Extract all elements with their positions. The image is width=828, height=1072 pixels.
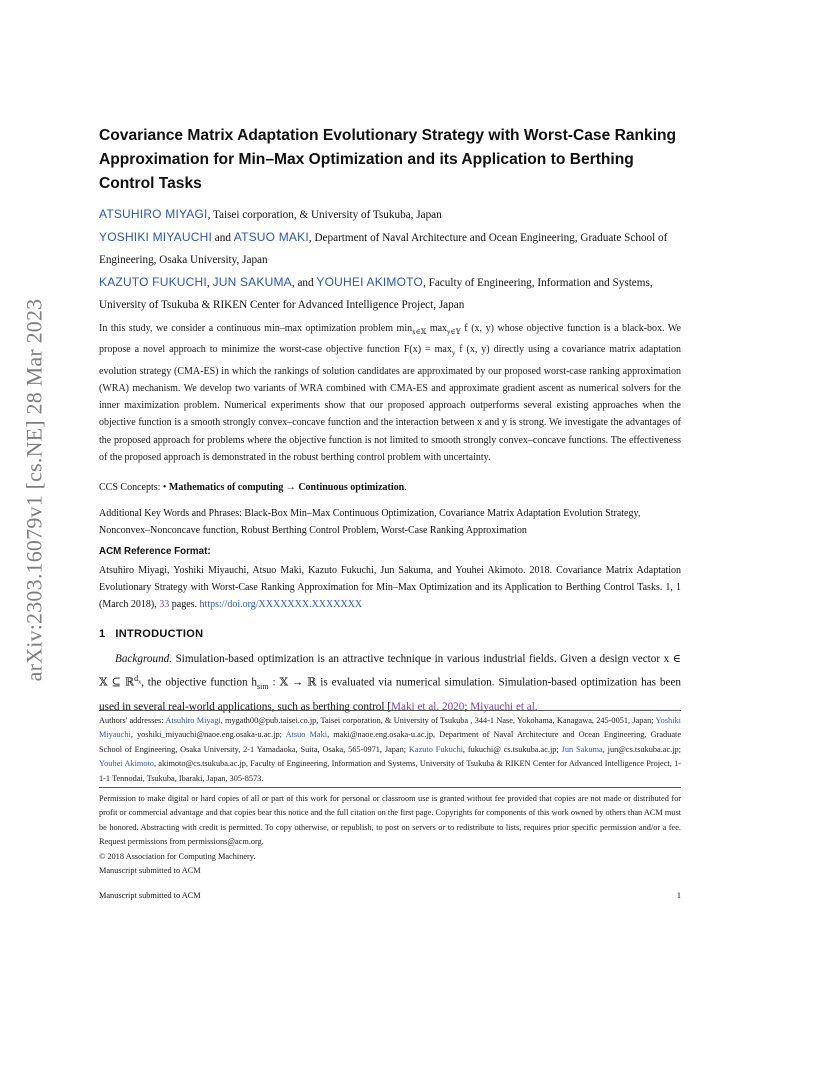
footnote-text: , akimoto@cs.tsukuba.ac.jp, Faculty of Engineering, Information and Systems, University of Tsukuba & RIKEN Center for Advanced Intelligence Project, 1-1-1 Tennodai, Tsukuba, Ibaraki, Japan, 305-8573. bbox=[99, 759, 681, 783]
author-affiliation: , Faculty of Engineering, Information and Systems, University of Tsukuba & RIKEN Center for Advanced Intelligence Project, Japan bbox=[99, 277, 653, 311]
math-subscript: y bbox=[451, 349, 456, 358]
author-affiliation: , Taisei corporation, & University of Tsukuba, Japan bbox=[207, 209, 442, 221]
author-line-2 bbox=[99, 226, 681, 271]
author-link[interactable]: YOUHEI AKIMOTO bbox=[316, 275, 424, 289]
author-link[interactable]: Jun Sakuma bbox=[561, 744, 603, 754]
abstract-text: f (x, y) directly using a covariance matrix adaptation evolution strategy (CMA-ES) in which the rankings of solution candidates are approximated by our proposed worst-case ranking approximation (WRA) mechanism. We develop two variants of WRA combined with CMA-ES and approximate gradient ascent as numerical solvers for the inner maximization problem. Numerical experiments show that our proposed approach outperforms several existing approaches when the objective function is a smooth strongly convex–concave function and the interaction between x and y is strong. We investigate the advantages of the proposed approach for problems where the objective function is not limited to smooth strongly convex–concave functions. The effectiveness of the proposed approach is demonstrated in the robust berthing control problem with uncertainty. bbox=[99, 344, 681, 464]
author-link[interactable]: Kazuto Fukuchi bbox=[408, 744, 463, 754]
arxiv-stamp bbox=[14, 290, 54, 690]
abstract-text: max bbox=[426, 323, 448, 334]
author-block bbox=[99, 203, 681, 316]
keywords: Additional Key Words and Phrases: Black-Box Min–Max Continuous Optimization, Covariance Matrix Adaptation Evolution Strategy, Nonconvex–Nonconcave function, Robust Berthing Control Problem, Worst-Case Ranking Approximation bbox=[99, 508, 641, 536]
footnote-text: , maki@naoe.eng.osaka-u.ac.jp, Department of Naval Architecture and Ocean Engineering, Graduate School of Engineering, Osaka University, 2-1 Yamadaoka, Suita, Osaka, 565-0971, Japan; bbox=[99, 730, 682, 754]
page-footer-left: Manuscript submitted to ACM bbox=[99, 891, 201, 900]
author-separator: , bbox=[206, 277, 213, 289]
manuscript-line: Manuscript submitted to ACM bbox=[99, 866, 201, 876]
author-link[interactable]: YOSHIKI MIYAUCHI bbox=[99, 230, 212, 244]
footnote-text: , jun@cs.tsukuba.ac.jp; bbox=[602, 744, 681, 754]
author-affiliation: , Department of Naval Architecture and Ocean Engineering, Graduate School of Engineering, Osaka University, Japan bbox=[99, 232, 668, 266]
citation-link[interactable]: Miyauchi et al. bbox=[470, 700, 538, 713]
acm-reference bbox=[99, 562, 681, 613]
body-text: Simulation-based optimization is an attractive technique in various industrial fields. Given a design vector x ∈ 𝕏 ⊆ ℝ bbox=[99, 653, 681, 689]
footnote-divider bbox=[99, 710, 681, 711]
acm-reference-text: Atsuhiro Miyagi, Yoshiki Miyauchi, Atsuo Maki, Kazuto Fukuchi, Jun Sakuma, and Youhei Akimoto. 2018. Covariance Matrix Adaptation Evolutionary Strategy with Worst-Case Ranking Approximation for Min–Max Optimization and its Application to Berthing Control Tasks. 1, 1 (March 2018), bbox=[99, 565, 681, 610]
paper-title: Covariance Matrix Adaptation Evolutionary Strategy with Worst-Case Ranking Approximation for Min–Max Optimization and its Application to Berthing Control Tasks bbox=[99, 127, 677, 192]
author-link[interactable]: KAZUTO FUKUCHI bbox=[99, 275, 207, 289]
author-conjunction: and bbox=[212, 232, 234, 244]
abstract-text: f (x, y) whose objective function is a black-box. We propose a novel approach to minimize the worst-case objective function F(x) = max bbox=[99, 323, 681, 356]
section-title: INTRODUCTION bbox=[115, 628, 204, 640]
math-subscript: y∈𝕐 bbox=[447, 328, 461, 336]
footnote-text: , yoshiki_miyauchi@naoe.eng.osaka-u.ac.jp; bbox=[130, 730, 286, 740]
paragraph-lead: Background. bbox=[115, 653, 173, 665]
copyright-line: © 2018 Association for Computing Machinery. bbox=[99, 851, 256, 861]
footnote-text: , fukuchi@ cs.tsukuba.ac.jp; bbox=[462, 744, 562, 754]
footnote-text: Authors' addresses: bbox=[99, 716, 166, 725]
indent bbox=[99, 653, 115, 665]
author-link[interactable]: Atsuo Maki bbox=[285, 730, 328, 740]
doi-link[interactable]: https://doi.org/XXXXXXX.XXXXXXX bbox=[199, 599, 363, 610]
permission-text: Permission to make digital or hard copies of all or part of this work for personal or classroom use is granted without fee provided that copies are not made or distributed for profit or commercial advantage and that copies bear this notice and the full citation on the first page. Copyrights for components of this work owned by others than ACM must be honored. Abstracting with credit is permitted. To copy otherwise, or republish, to post on servers or to redistribute to lists, requires prior specific permission and/or a fee. Request permissions from permissions@acm.org. bbox=[99, 794, 681, 847]
intro-paragraph bbox=[99, 649, 681, 717]
ccs-label: CCS Concepts: • bbox=[99, 482, 169, 493]
permission-divider bbox=[99, 787, 681, 788]
footnote-text: , mygath00@pub.taisei.co.jp, Taisei corporation, & University of Tsukuba , 344-1 Nase, Yokohama, Kanagawa, 245-0051, Japan; bbox=[220, 716, 656, 725]
acm-reference-text: pages. bbox=[169, 599, 200, 610]
body-text: , the objective function h bbox=[141, 676, 258, 689]
ccs-concepts bbox=[99, 480, 681, 495]
author-link[interactable]: ATSUHIRO MIYAGI bbox=[99, 207, 208, 221]
authors-addresses-footnote bbox=[99, 714, 681, 786]
author-line-1 bbox=[99, 203, 681, 226]
math-subscript: x∈𝕏 bbox=[412, 328, 427, 336]
author-link[interactable]: Youhei Akimoto bbox=[99, 759, 154, 769]
abstract-text: In this study, we consider a continuous min–max optimization problem min bbox=[99, 323, 413, 334]
body-text: : 𝕏 → ℝ is evaluated via numerical simulation. Simulation-based optimization has been used in several real-world applications, such as berthing control [ bbox=[99, 676, 681, 713]
body-text: ; bbox=[464, 700, 471, 713]
abstract bbox=[99, 320, 681, 466]
author-link[interactable]: JUN SAKUMA bbox=[212, 275, 292, 289]
math-subscript: x bbox=[138, 679, 142, 686]
ccs-end: . bbox=[404, 482, 407, 493]
page-count-link[interactable]: 33 bbox=[159, 599, 170, 610]
math-superscript: d bbox=[134, 674, 139, 683]
acm-reference-heading: ACM Reference Format: bbox=[99, 546, 211, 557]
author-conjunction: , and bbox=[291, 277, 317, 289]
page-number: 1 bbox=[676, 891, 681, 900]
section-number: 1 bbox=[99, 628, 106, 640]
ccs-concept: Mathematics of computing → Continuous optimization bbox=[168, 482, 405, 493]
author-link[interactable]: Atsuhiro Miyagi bbox=[165, 716, 221, 725]
arxiv-id: arXiv:2303.16079v1 [cs.NE] 28 Mar 2023 bbox=[21, 298, 47, 682]
math-subscript: sim bbox=[257, 681, 269, 691]
author-link[interactable]: Yoshiki Miyauchi bbox=[99, 716, 681, 740]
permission-notice bbox=[99, 792, 681, 878]
section-heading bbox=[99, 628, 203, 640]
author-link[interactable]: ATSUO MAKI bbox=[233, 230, 309, 244]
author-line-3 bbox=[99, 271, 681, 316]
citation-link[interactable]: Maki et al. 2020 bbox=[391, 700, 465, 713]
